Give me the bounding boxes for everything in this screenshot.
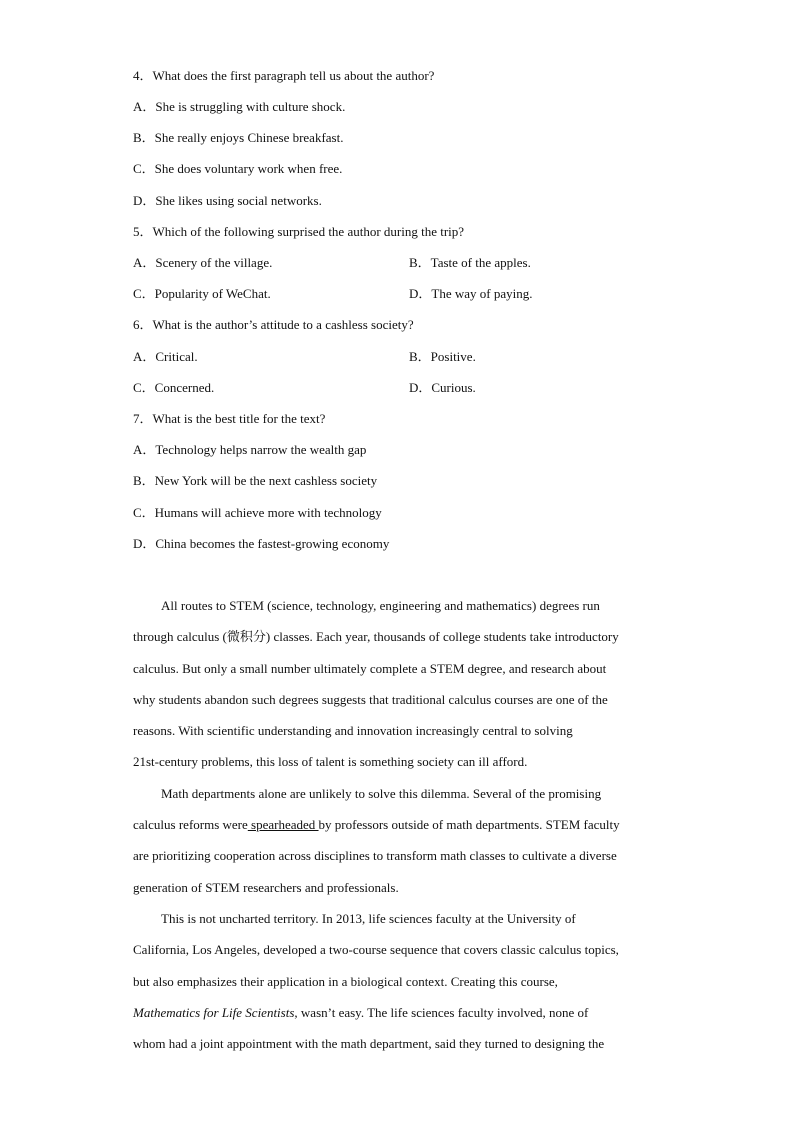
question-7-option-c: C．Humans will achieve more with technology	[133, 505, 382, 520]
passage-p1-line-2: through calculus (微积分) classes. Each year, thousands of college students take introductory	[133, 629, 619, 645]
passage-p3-line-5: whom had a joint appointment with the math department, said they turned to designing the	[133, 1036, 605, 1052]
question-4-option-b: B．She really enjoys Chinese breakfast.	[133, 130, 344, 145]
question-6-option-c: C．Concerned.	[133, 380, 215, 395]
passage-p3-line-4	[133, 997, 661, 1028]
passage-p1-line-3: calculus. But only a small number ultimately complete a STEM degree, and research about	[133, 660, 607, 676]
passage-p1-line-1: All routes to STEM (science, technology, engineering and mathematics) degrees run	[161, 598, 600, 613]
passage-p2-line-2-before: calculus reforms were	[133, 817, 248, 833]
passage-p3-line-1: This is not uncharted territory. In 2013, life sciences faculty at the University of	[161, 910, 576, 926]
question-4-option-c: C．She does voluntary work when free.	[133, 161, 343, 176]
question-6-option-d: D．Curious.	[409, 380, 476, 395]
passage-p1-line-4: why students abandon such degrees suggests that traditional calculus courses are one of the	[133, 691, 608, 707]
passage-p2-line-1: Math departments alone are unlikely to solve this dilemma. Several of the promising	[161, 785, 602, 801]
question-5-option-c: C．Popularity of WeChat.	[133, 286, 271, 301]
question-7-option-b: B．New York will be the next cashless society	[133, 473, 378, 488]
question-6-stem: 6．What is the author’s attitude to a cashless society?	[133, 317, 414, 332]
passage-p2-line-4: generation of STEM researchers and professionals.	[133, 879, 399, 895]
passage-p1-line-6: 21st-century problems, this loss of talent is something society can ill afford.	[133, 754, 528, 770]
question-6-option-b: B．Positive.	[409, 349, 476, 364]
question-5-stem: 5．Which of the following surprised the author during the trip?	[133, 224, 465, 239]
question-5-option-a: A．Scenery of the village.	[133, 255, 273, 270]
question-7-option-a: A．Technology helps narrow the wealth gap	[133, 442, 367, 457]
question-5-option-d: D．The way of paying.	[409, 286, 533, 301]
question-5-option-b: B．Taste of the apples.	[409, 255, 531, 270]
question-6-option-a: A．Critical.	[133, 349, 198, 364]
question-4-option-d: D．She likes using social networks.	[133, 193, 322, 208]
passage-p3-line-4-after: , wasn’t easy. The life sciences faculty involved, none of	[294, 1004, 589, 1020]
underlined-word-spearheaded: spearheaded	[247, 817, 319, 833]
passage-p2-line-2	[133, 809, 661, 840]
question-7-stem: 7．What is the best title for the text?	[133, 411, 326, 426]
question-4-stem: 4．What does the first paragraph tell us about the author?	[133, 68, 435, 83]
passage-p3-line-2: California, Los Angeles, developed a two-course sequence that covers classic calculus topics,	[133, 942, 619, 958]
passage-p2-line-2-after: by professors outside of math departments. STEM faculty	[318, 817, 620, 833]
reading-passage	[133, 590, 661, 1059]
question-4-option-a: A．She is struggling with culture shock.	[133, 99, 346, 114]
question-7-option-d: D．China becomes the fastest-growing economy	[133, 536, 390, 551]
passage-p3-line-3: but also emphasizes their application in a biological context. Creating this course,	[133, 973, 558, 989]
passage-p2-line-3: are prioritizing cooperation across disciplines to transform math classes to cultivate a diverse	[133, 848, 617, 864]
course-title-italic: Mathematics for Life Scientists	[133, 1004, 295, 1020]
passage-p1-line-5: reasons. With scientific understanding and innovation increasingly central to solving	[133, 723, 573, 739]
